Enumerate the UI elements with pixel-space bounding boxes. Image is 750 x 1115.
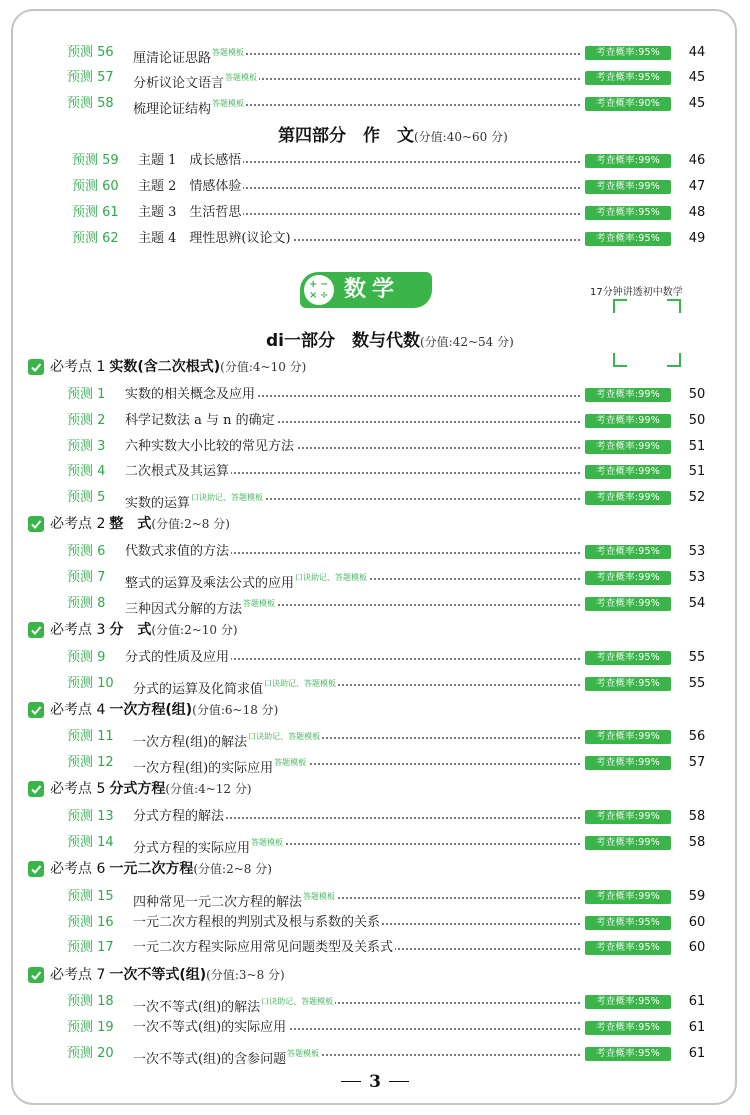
entry-page-number: 60	[688, 915, 706, 930]
part-heading-number-algebra	[266, 326, 514, 351]
section-score-range: (分值:4~10 分)	[220, 360, 307, 374]
entry-id: 预测 9	[67, 650, 106, 665]
entry-page-number: 61	[688, 994, 706, 1009]
entry-id: 预测 10	[67, 676, 114, 691]
probability-badge: 考查概率:99%	[585, 597, 671, 611]
entry-title-text: 一次不等式(组)的含参问题	[133, 1052, 287, 1067]
entry-id: 预测 15	[67, 889, 114, 904]
toc-entry[interactable]	[0, 487, 750, 509]
entry-id: 预测 2	[67, 413, 106, 428]
section-score-range: (分值:2~8 分)	[151, 517, 230, 531]
math-banner-title: 数学	[344, 277, 401, 302]
math-operators-icon: + − × ÷	[302, 273, 336, 307]
entry-page-number: 58	[688, 835, 706, 850]
entry-title	[133, 42, 246, 64]
entry-id: 预测 13	[67, 809, 114, 824]
section-number: 必考点 1	[50, 359, 106, 375]
entry-id: 预测 59	[72, 153, 119, 168]
entry-title	[125, 436, 296, 458]
part-score-range: (分值:40~60 分)	[414, 130, 508, 144]
probability-badge: 考查概率:99%	[585, 571, 671, 585]
entry-title	[133, 832, 285, 854]
toc-entry[interactable]	[0, 673, 750, 695]
entry-title-text: 一元二次方程实际应用常见问题类型及关系式	[133, 940, 394, 955]
entry-title-text: 整式的运算及乘法公式的应用	[125, 576, 295, 591]
toc-entry[interactable]	[0, 176, 750, 198]
toc-entry[interactable]	[0, 436, 750, 458]
entry-title-text: 实数的运算	[125, 496, 191, 511]
entry-title	[133, 752, 308, 774]
entry-tag: 答题模板	[212, 48, 245, 57]
entry-tag: 答题模板	[212, 99, 245, 108]
entry-id: 预测 57	[67, 70, 114, 85]
entry-id: 预测 4	[67, 464, 106, 479]
toc-entry[interactable]	[0, 150, 750, 172]
part-heading-composition	[278, 121, 508, 146]
section-name: 实数(含二次根式)	[109, 359, 221, 375]
entry-id: 预测 6	[67, 544, 106, 559]
entry-page-number: 50	[688, 387, 706, 402]
entry-title	[133, 937, 395, 959]
entry-id: 预测 3	[67, 439, 106, 454]
entry-title-text: 主题 2 情感体验	[138, 179, 242, 194]
toc-entry[interactable]	[0, 384, 750, 406]
entry-tag: 答题模板	[287, 1049, 320, 1058]
entry-tag: 口诀助记、答题模板	[191, 493, 264, 502]
entry-title	[125, 647, 231, 669]
section-score-range: (分值:4~12 分)	[165, 782, 252, 796]
probability-badge: 考查概率:95%	[585, 677, 671, 691]
checkmark-icon	[28, 781, 44, 797]
toc-entry[interactable]	[0, 886, 750, 908]
toc-entry[interactable]	[0, 1017, 750, 1039]
entry-id: 预测 61	[72, 205, 119, 220]
section-score-range: (分值:3~8 分)	[206, 968, 285, 982]
entry-title-text: 一次方程(组)的解法	[133, 735, 248, 750]
entry-tag: 答题模板	[303, 892, 336, 901]
section-number: 必考点 7	[50, 967, 106, 983]
entry-title	[133, 1043, 321, 1065]
entry-title	[138, 202, 243, 224]
entry-title-text: 分式的性质及应用	[125, 650, 230, 665]
probability-badge: 考查概率:99%	[585, 890, 671, 904]
section-name: 一元二次方程	[109, 861, 194, 877]
page-footer	[0, 1072, 750, 1092]
part-title: 第四部分 作 文	[278, 126, 414, 146]
checkmark-icon	[28, 967, 44, 983]
entry-title	[133, 806, 226, 828]
section-score-range: (分值:2~8 分)	[193, 862, 272, 876]
entry-page-number: 45	[688, 70, 706, 85]
checkmark-icon	[28, 359, 44, 375]
section-name: 一次不等式(组)	[109, 967, 207, 983]
section-number: 必考点 3	[50, 622, 106, 638]
entry-id: 预测 12	[67, 755, 114, 770]
toc-entry[interactable]	[0, 647, 750, 669]
probability-badge: 考查概率:99%	[585, 491, 671, 505]
entry-title-text: 实数的相关概念及应用	[125, 387, 256, 402]
entry-page-number: 48	[688, 205, 706, 220]
probability-badge: 考查概率:95%	[585, 206, 671, 220]
entry-title-text: 代数式求值的方法	[125, 544, 230, 559]
entry-title	[125, 410, 277, 432]
entry-title-text: 科学记数法 a 与 n 的确定	[125, 413, 275, 428]
entry-page-number: 51	[688, 464, 706, 479]
section-number: 必考点 6	[50, 861, 106, 877]
entry-page-number: 47	[688, 179, 706, 194]
entry-tag: 答题模板	[225, 73, 258, 82]
toc-entry[interactable]	[0, 410, 750, 432]
toc-entry[interactable]	[0, 832, 750, 854]
entry-title	[133, 991, 335, 1013]
entry-page-number: 53	[688, 570, 706, 585]
probability-badge: 考查概率:90%	[585, 97, 671, 111]
entry-title-text: 一次不等式(组)的解法	[133, 1000, 261, 1015]
entry-id: 预测 56	[67, 45, 114, 60]
entry-page-number: 44	[688, 45, 706, 60]
entry-id: 预测 20	[67, 1046, 114, 1061]
entry-title	[138, 176, 243, 198]
entry-tag: 口诀助记、答题模板	[261, 997, 334, 1006]
entry-tag: 答题模板	[243, 599, 276, 608]
entry-page-number: 45	[688, 96, 706, 111]
entry-title	[125, 567, 369, 589]
toc-entry[interactable]	[0, 42, 750, 64]
probability-badge: 考查概率:95%	[585, 651, 671, 665]
toc-entry[interactable]	[0, 752, 750, 774]
toc-entry[interactable]	[0, 806, 750, 828]
entry-page-number: 58	[688, 809, 706, 824]
entry-title	[133, 1017, 288, 1039]
checkmark-icon	[28, 861, 44, 877]
entry-id: 预测 14	[67, 835, 114, 850]
entry-title	[138, 228, 293, 250]
probability-badge: 考查概率:95%	[585, 46, 671, 60]
entry-tag: 答题模板	[251, 838, 284, 847]
entry-id: 预测 58	[67, 96, 114, 111]
entry-page-number: 55	[688, 650, 706, 665]
probability-badge: 考查概率:99%	[585, 810, 671, 824]
toc-entry[interactable]	[0, 228, 750, 250]
toc-entry[interactable]	[0, 567, 750, 589]
entry-title-text: 厘清论证思路	[133, 51, 212, 66]
section-number: 必考点 5	[50, 781, 106, 797]
entry-id: 预测 8	[67, 596, 106, 611]
entry-title	[133, 886, 337, 908]
entry-title-text: 主题 1 成长感悟	[138, 153, 242, 168]
entry-title	[133, 93, 246, 115]
entry-page-number: 61	[688, 1020, 706, 1035]
section-label	[50, 699, 278, 721]
probability-badge: 考查概率:95%	[585, 941, 671, 955]
section-name: 整 式	[109, 516, 152, 532]
entry-page-number: 53	[688, 544, 706, 559]
section-score-range: (分值:2~10 分)	[151, 623, 238, 637]
toc-entry[interactable]	[0, 1043, 750, 1065]
entry-title	[133, 912, 382, 934]
entry-id: 预测 11	[67, 729, 114, 744]
entry-title	[125, 384, 257, 406]
toc-entry[interactable]	[0, 202, 750, 224]
qr-code-frame[interactable]	[613, 299, 681, 367]
probability-badge: 考查概率:95%	[585, 1021, 671, 1035]
entry-page-number: 50	[688, 413, 706, 428]
entry-title	[125, 541, 231, 563]
probability-badge: 考查概率:95%	[585, 995, 671, 1009]
probability-badge: 考查概率:99%	[585, 730, 671, 744]
entry-page-number: 60	[688, 940, 706, 955]
checkmark-icon	[28, 702, 44, 718]
toc-entry[interactable]	[0, 461, 750, 483]
toc-entry[interactable]	[0, 726, 750, 748]
checkmark-icon	[28, 622, 44, 638]
entry-title-text: 一次不等式(组)的实际应用	[133, 1020, 287, 1035]
probability-badge: 考查概率:99%	[585, 388, 671, 402]
section-score-range: (分值:6~18 分)	[192, 703, 279, 717]
qr-label: 17分钟讲透初中数学	[590, 287, 683, 298]
section-label	[50, 356, 306, 378]
section-name: 分式方程	[109, 781, 166, 797]
checkmark-icon	[28, 516, 44, 532]
probability-badge: 考查概率:99%	[585, 836, 671, 850]
probability-badge: 考查概率:95%	[585, 71, 671, 85]
section-label	[50, 513, 230, 535]
page-number: 3	[369, 1072, 381, 1092]
section-label	[50, 619, 238, 641]
toc-entry[interactable]	[0, 593, 750, 615]
entry-page-number: 52	[688, 490, 706, 505]
entry-title-text: 三种因式分解的方法	[125, 602, 243, 617]
section-label	[50, 858, 272, 880]
part-title: di一部分 数与代数	[266, 331, 420, 351]
entry-title-text: 梳理论证结构	[133, 102, 212, 117]
entry-title-text: 分式方程的实际应用	[133, 841, 251, 856]
entry-title	[133, 673, 338, 695]
entry-title-text: 六种实数大小比较的常见方法	[125, 439, 295, 454]
entry-title-text: 分析议论文语言	[133, 76, 225, 91]
entry-title	[125, 487, 265, 509]
probability-badge: 考查概率:99%	[585, 414, 671, 428]
entry-id: 预测 1	[67, 387, 106, 402]
entry-title-text: 主题 3 生活哲思	[138, 205, 242, 220]
entry-page-number: 51	[688, 439, 706, 454]
entry-title	[133, 67, 259, 89]
probability-badge: 考查概率:99%	[585, 465, 671, 479]
entry-page-number: 46	[688, 153, 706, 168]
probability-badge: 考查概率:95%	[585, 916, 671, 930]
entry-title-text: 四种常见一元二次方程的解法	[133, 895, 303, 910]
section-label	[50, 778, 252, 800]
entry-title-text: 一元二次方程根的判别式及根与系数的关系	[133, 915, 381, 930]
entry-title-text: 分式方程的解法	[133, 809, 225, 824]
entry-id: 预测 16	[67, 915, 114, 930]
entry-page-number: 59	[688, 889, 706, 904]
entry-tag: 口诀助记、答题模板	[248, 732, 321, 741]
entry-id: 预测 17	[67, 940, 114, 955]
entry-title-text: 分式的运算及化简求值	[133, 682, 264, 697]
probability-badge: 考查概率:99%	[585, 180, 671, 194]
entry-id: 预测 19	[67, 1020, 114, 1035]
entry-id: 预测 62	[72, 231, 119, 246]
entry-tag: 答题模板	[274, 758, 307, 767]
probability-badge: 考查概率:99%	[585, 756, 671, 770]
entry-page-number: 61	[688, 1046, 706, 1061]
section-name: 分 式	[109, 622, 152, 638]
entry-title	[133, 726, 322, 748]
entry-title	[125, 461, 231, 483]
part-score-range: (分值:42~54 分)	[420, 335, 514, 349]
probability-badge: 考查概率:95%	[585, 232, 671, 246]
entry-id: 预测 18	[67, 994, 114, 1009]
entry-tag: 口诀助记、答题模板	[295, 573, 368, 582]
entry-title	[138, 150, 243, 172]
toc-entry[interactable]	[0, 991, 750, 1013]
entry-page-number: 57	[688, 755, 706, 770]
entry-page-number: 55	[688, 676, 706, 691]
toc-entry[interactable]	[0, 67, 750, 89]
entry-id: 预测 60	[72, 179, 119, 194]
entry-title	[125, 593, 277, 615]
probability-badge: 考查概率:95%	[585, 1047, 671, 1061]
entry-title-text: 二次根式及其运算	[125, 464, 230, 479]
section-number: 必考点 4	[50, 702, 106, 718]
probability-badge: 考查概率:99%	[585, 154, 671, 168]
probability-badge: 考查概率:99%	[585, 440, 671, 454]
entry-id: 预测 5	[67, 490, 106, 505]
toc-entry[interactable]	[0, 541, 750, 563]
entry-id: 预测 7	[67, 570, 106, 585]
entry-title-text: 一次方程(组)的实际应用	[133, 761, 274, 776]
entry-page-number: 49	[688, 231, 706, 246]
entry-page-number: 54	[688, 596, 706, 611]
probability-badge: 考查概率:95%	[585, 545, 671, 559]
entry-tag: 口诀助记、答题模板	[264, 679, 337, 688]
entry-page-number: 56	[688, 729, 706, 744]
toc-entry[interactable]	[0, 937, 750, 959]
toc-entry[interactable]	[0, 912, 750, 934]
section-number: 必考点 2	[50, 516, 106, 532]
toc-entry[interactable]	[0, 93, 750, 115]
section-name: 一次方程(组)	[109, 702, 193, 718]
section-label	[50, 964, 285, 986]
entry-title-text: 主题 4 理性思辨(议论文)	[138, 231, 291, 246]
